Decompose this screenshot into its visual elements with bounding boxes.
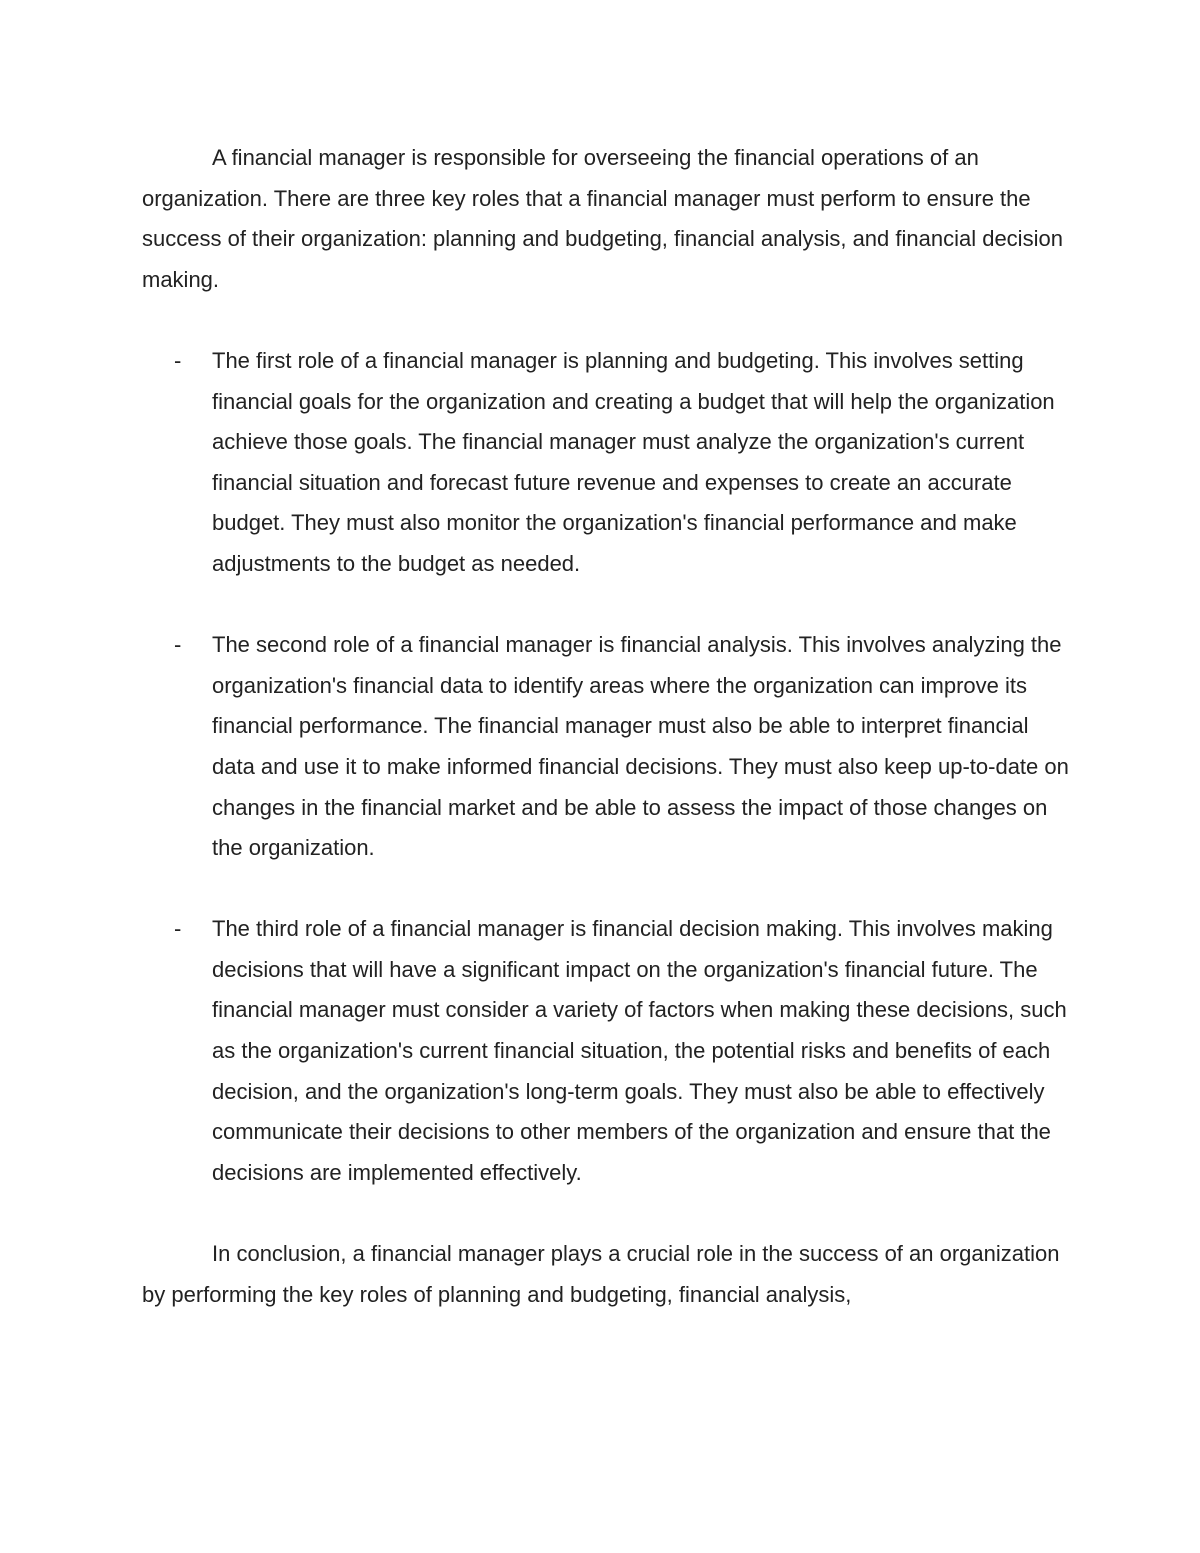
role-text: The first role of a financial manager is planning and budgeting. This involves setting financial goals for the organization and creating a budget that will help the organization achieve those goals. The financial manager must analyze the organization's current financial situation and forecast future revenue and expenses to create an accurate budget. They must also monitor the organization's financial performance and make adjustments to the budget as needed. <box>212 347 1055 576</box>
role-text: The second role of a financial manager is financial analysis. This involves analyzing the organization's financial data to identify areas where the organization can improve its financial performance. The financial manager must also be able to interpret financial data and use it to make informed financial decisions. They must also keep up-to-date on changes in the financial market and be able to assess the impact of those changes on the organization. <box>212 632 1069 861</box>
dash-bullet: - <box>174 632 182 658</box>
list-item <box>142 909 1072 1193</box>
list-item <box>142 341 1072 585</box>
list-item <box>142 625 1072 869</box>
role-text: The third role of a financial manager is financial decision making. This involves making decisions that will have a significant impact on the organization's financial future. The financial manager must consider a variety of factors when making these decisions, such as the organization's current financial situation, the potential risks and benefits of each decision, and the organization's long-term goals. They must also be able to effectively communicate their decisions to other members of the organization and ensure that the decisions are implemented effectively. <box>212 916 1067 1185</box>
dash-bullet: - <box>174 916 182 942</box>
document-body <box>142 138 1072 1356</box>
dash-bullet: - <box>174 347 182 373</box>
conclusion-paragraph: In conclusion, a financial manager plays a crucial role in the success of an organization by performing the key roles of planning and budgeting, financial analysis, <box>142 1241 1060 1307</box>
intro-paragraph: A financial manager is responsible for overseeing the financial operations of an organization. There are three key roles that a financial manager must perform to ensure the success of their organization: planning and budgeting, financial analysis, and financial decision making. <box>142 145 1063 292</box>
roles-list <box>142 341 1072 1193</box>
